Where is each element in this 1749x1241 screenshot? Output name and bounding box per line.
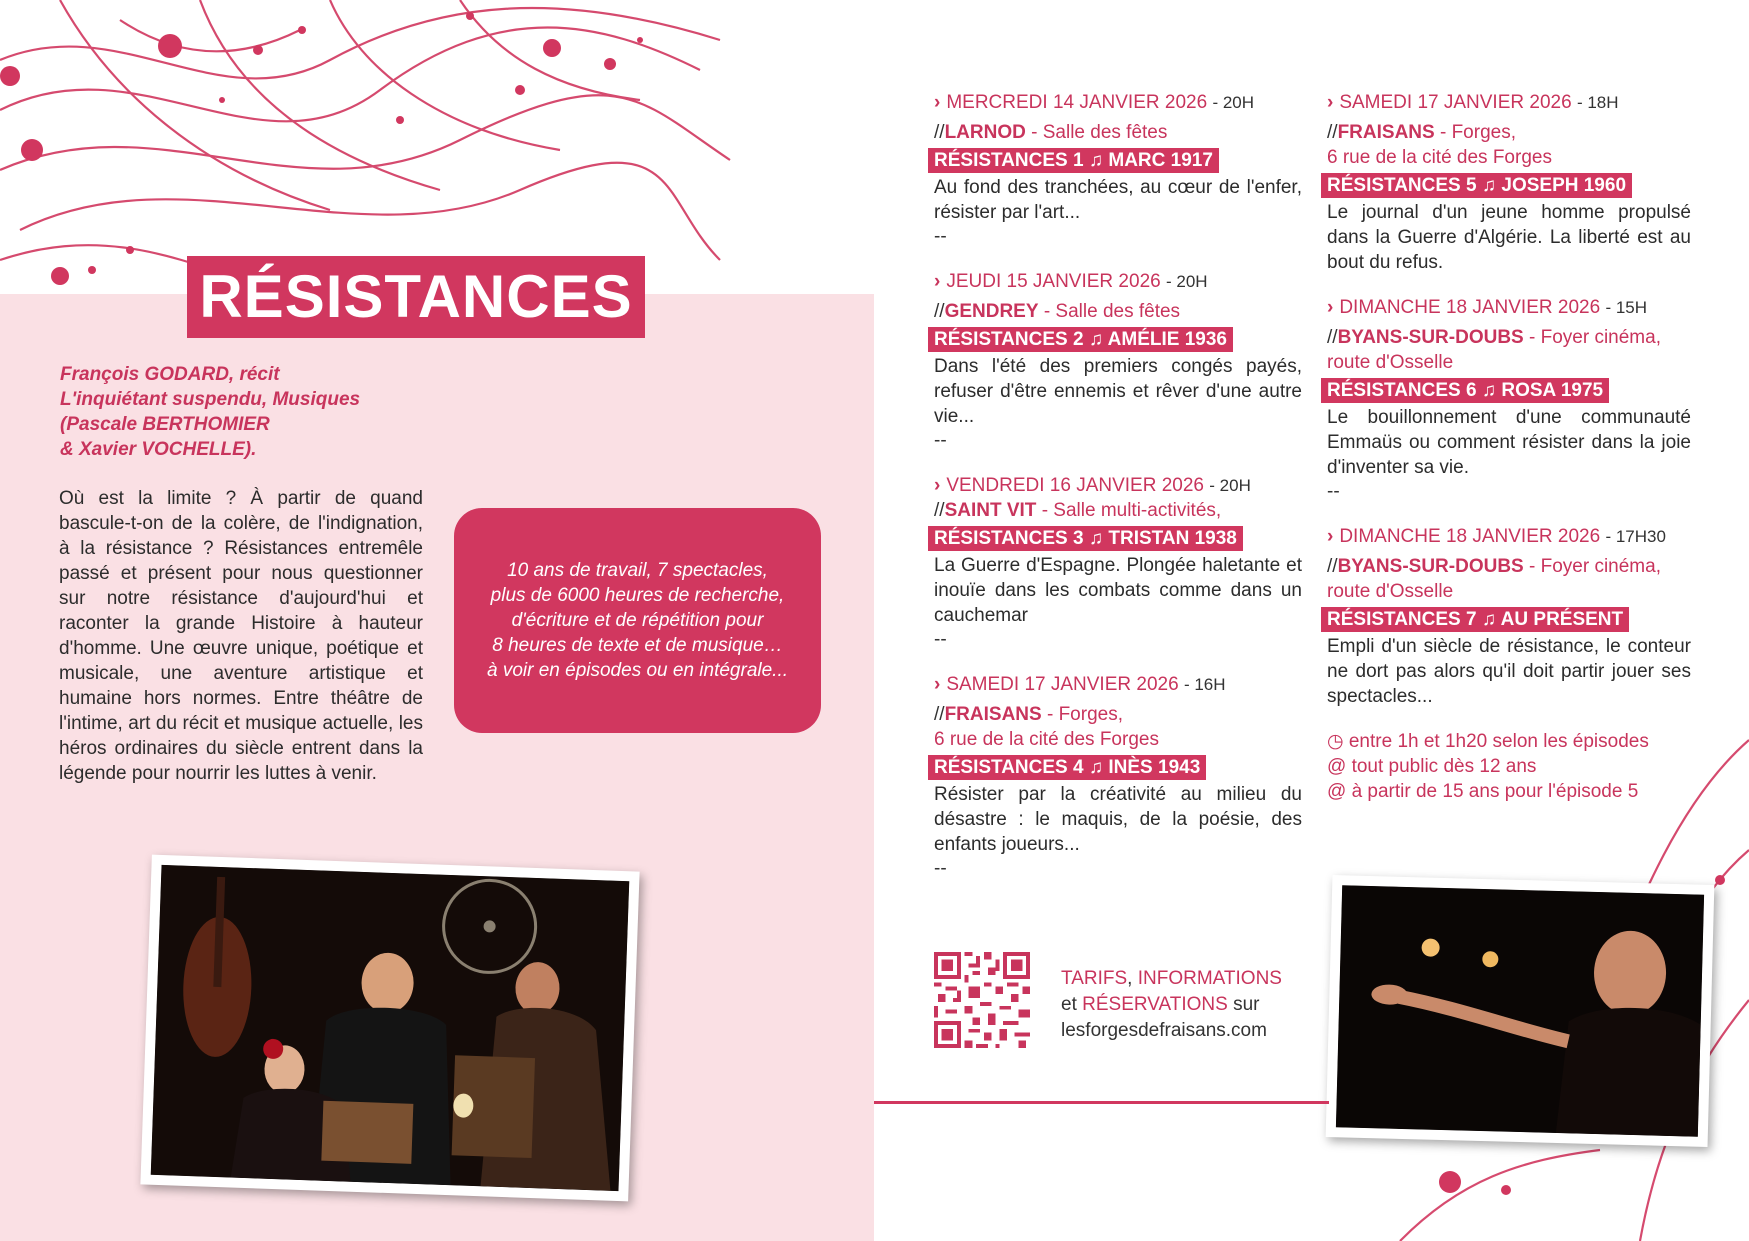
stage-scene-image <box>151 865 630 1191</box>
divider <box>874 1101 1329 1104</box>
credit-line: (Pascale BERTHOMIER <box>60 414 270 435</box>
website-link[interactable]: lesforgesdefraisans.com <box>1061 1020 1267 1041</box>
event-date <box>934 672 1302 697</box>
event-description: Dans l'été des premiers congés payés, refuser d'être ennemis et rêver d'une autre vie... <box>934 356 1302 427</box>
event-description: Résister par la créativité au milieu du désastre : le maquis, de la poésie, des enfants joueurs... <box>934 784 1302 855</box>
episode-tag: RÉSISTANCES 7 ♫ AU PRÉSENT <box>1321 607 1629 632</box>
separator: , <box>1127 968 1138 989</box>
event-item <box>934 269 1302 453</box>
event-date <box>934 473 1302 498</box>
event-date <box>1327 295 1691 320</box>
contact-info <box>1061 966 1282 1044</box>
event-date-text: DIMANCHE 18 JANVIER 2026 <box>1339 526 1601 547</box>
callout-line: 10 ans de travail, 7 spectacles, <box>507 560 768 581</box>
event-place: //FRAISANS - Forges, 6 rue de la cité des Forges <box>934 704 1159 750</box>
episode-tag: RÉSISTANCES 6 ♫ ROSA 1975 <box>1321 378 1609 403</box>
event-date-text: VENDREDI 16 JANVIER 2026 <box>946 475 1204 496</box>
event-town: FRAISANS <box>944 704 1042 725</box>
event-item <box>1327 524 1691 709</box>
event-town: FRAISANS <box>1337 122 1435 143</box>
event-address: 6 rue de la cité des Forges <box>934 729 1159 750</box>
event-time: - 20H <box>1212 93 1255 112</box>
event-date <box>1327 524 1691 549</box>
event-place: //LARNOD - Salle des fêtes <box>934 122 1168 143</box>
event-time: - 20H <box>1165 272 1208 291</box>
callout-line: à voir en épisodes ou en intégrale... <box>486 660 789 681</box>
event-town: GENDREY <box>944 301 1039 322</box>
chevron-right-icon: › <box>1327 526 1334 547</box>
event-item <box>1327 295 1691 504</box>
event-place: //SAINT VIT - Salle multi-activités, <box>934 500 1222 521</box>
event-item <box>934 90 1302 249</box>
chevron-right-icon: › <box>934 475 941 496</box>
episode-tag: RÉSISTANCES 5 ♫ JOSEPH 1960 <box>1321 173 1632 198</box>
episode-tag: RÉSISTANCES 4 ♫ INÈS 1943 <box>928 755 1206 780</box>
event-description: Le journal d'un jeune homme propulsé dans la Guerre d'Algérie. La liberté est au bout du refus. <box>1327 202 1691 273</box>
event-separator: -- <box>934 226 947 247</box>
event-date-text: DIMANCHE 18 JANVIER 2026 <box>1339 297 1601 318</box>
page-title: RÉSISTANCES <box>187 256 645 338</box>
callout-line: 8 heures de texte et de musique… <box>492 635 783 656</box>
chevron-right-icon: › <box>1327 297 1334 318</box>
event-separator: -- <box>934 629 947 650</box>
reservations-label: RÉSERVATIONS <box>1082 994 1228 1015</box>
event-date-text: MERCREDI 14 JANVIER 2026 <box>946 92 1208 113</box>
event-item <box>934 672 1302 881</box>
event-venue: - Salle des fêtes <box>1043 301 1181 322</box>
info-line: @ à partir de 15 ans pour l'épisode 5 <box>1327 781 1639 802</box>
event-venue: - Foyer cinéma, <box>1529 327 1661 348</box>
event-separator: -- <box>934 430 947 451</box>
event-town: BYANS-SUR-DOUBS <box>1337 556 1524 577</box>
informations-label: INFORMATIONS <box>1137 968 1282 989</box>
event-address: route d'Osselle <box>1327 581 1454 602</box>
event-description: Au fond des tranchées, au cœur de l'enfer, résister par l'art... <box>934 177 1302 223</box>
stage-scene-image <box>1336 885 1704 1136</box>
credit-line: L'inquiétant suspendu, Musiques <box>60 389 361 410</box>
event-date-text: SAMEDI 17 JANVIER 2026 <box>946 674 1179 695</box>
event-item <box>1327 90 1691 275</box>
credit-line: François GODARD, récit <box>60 364 280 385</box>
schedule-column-2 <box>1327 90 1691 804</box>
practical-info <box>1327 729 1691 804</box>
chevron-right-icon: › <box>934 271 941 292</box>
preposition: sur <box>1227 994 1260 1015</box>
chevron-right-icon: › <box>1327 92 1334 113</box>
info-line: @ tout public dès 12 ans <box>1327 756 1537 777</box>
event-item <box>934 473 1302 652</box>
event-separator: -- <box>934 858 947 879</box>
event-venue: - Forges, <box>1439 122 1516 143</box>
event-time: - 16H <box>1183 675 1226 694</box>
schedule-column-1 <box>934 90 1302 901</box>
event-description: Le bouillonnement d'une communauté Emmaüs ou comment résister dans la joie d'inventer sa vie. <box>1327 407 1691 478</box>
intro-text: Où est la limite ? À partir de quand bascule-t-on de la colère, de l'indignation, à la résistance ? Résistances entremêle passé et présent pour nous questionner sur notre résistance d'aujourd'hui et raconter la grande Histoire à hauteur d'homme. Une œuvre unique, poétique et musicale, une aventure artistique et humaine hors normes. Entre théâtre de l'intime, art du récit et musique actuelle, les héros ordinaires du siècle entrent dans la légende pour nourrir les luttes à venir. <box>59 488 423 784</box>
stage-photo-left <box>140 855 639 1202</box>
event-place: //FRAISANS - Forges, 6 rue de la cité des Forges <box>1327 122 1552 168</box>
event-date <box>934 269 1302 294</box>
chevron-right-icon: › <box>934 674 941 695</box>
event-time: - 20H <box>1209 476 1251 495</box>
event-address: route d'Osselle <box>1327 352 1454 373</box>
event-separator: -- <box>1327 481 1340 502</box>
event-date-text: JEUDI 15 JANVIER 2026 <box>946 271 1161 292</box>
event-town: SAINT VIT <box>944 500 1037 521</box>
event-date <box>934 90 1302 115</box>
event-description: Empli d'un siècle de résistance, le conteur ne dort pas alors qu'il doit partir jouer ses spectacles... <box>1327 636 1691 707</box>
event-venue: - Salle des fêtes <box>1031 122 1168 143</box>
conjunction: et <box>1061 994 1083 1015</box>
event-description: La Guerre d'Espagne. Plongée haletante et inouïe dans les combats comme dans un cauchemar <box>934 555 1302 626</box>
event-town: BYANS-SUR-DOUBS <box>1337 327 1524 348</box>
callout-line: plus de 6000 heures de recherche, <box>490 585 785 606</box>
qr-code-icon[interactable] <box>934 952 1030 1048</box>
stage-photo-right <box>1326 875 1715 1147</box>
event-place: //GENDREY - Salle des fêtes <box>934 301 1181 322</box>
chevron-right-icon: › <box>934 92 941 113</box>
event-venue: - Salle multi-activités, <box>1041 500 1222 521</box>
callout-line: d'écriture et de répétition pour <box>511 610 764 631</box>
episode-tag: RÉSISTANCES 2 ♫ AMÉLIE 1936 <box>928 327 1233 352</box>
event-place: //BYANS-SUR-DOUBS - Foyer cinéma, route d'Osselle <box>1327 556 1661 602</box>
event-venue: - Forges, <box>1046 704 1123 725</box>
event-address: 6 rue de la cité des Forges <box>1327 147 1552 168</box>
info-line: ◷ entre 1h et 1h20 selon les épisodes <box>1327 731 1649 752</box>
event-venue: - Foyer cinéma, <box>1529 556 1661 577</box>
event-date <box>1327 90 1691 115</box>
credits <box>60 362 440 462</box>
contact-line <box>1061 992 1282 1018</box>
event-town: LARNOD <box>944 122 1026 143</box>
event-time: - 17H30 <box>1605 527 1666 546</box>
tarifs-label: TARIFS <box>1061 968 1128 989</box>
contact-line <box>1061 966 1282 992</box>
event-time: - 18H <box>1576 93 1619 112</box>
callout-box <box>454 508 821 733</box>
event-place: //BYANS-SUR-DOUBS - Foyer cinéma, route d'Osselle <box>1327 327 1661 373</box>
credit-line: & Xavier VOCHELLE). <box>60 439 257 460</box>
event-date-text: SAMEDI 17 JANVIER 2026 <box>1339 92 1572 113</box>
episode-tag: RÉSISTANCES 1 ♫ MARC 1917 <box>928 148 1219 173</box>
episode-tag: RÉSISTANCES 3 ♫ TRISTAN 1938 <box>928 526 1243 551</box>
event-time: - 15H <box>1605 298 1648 317</box>
